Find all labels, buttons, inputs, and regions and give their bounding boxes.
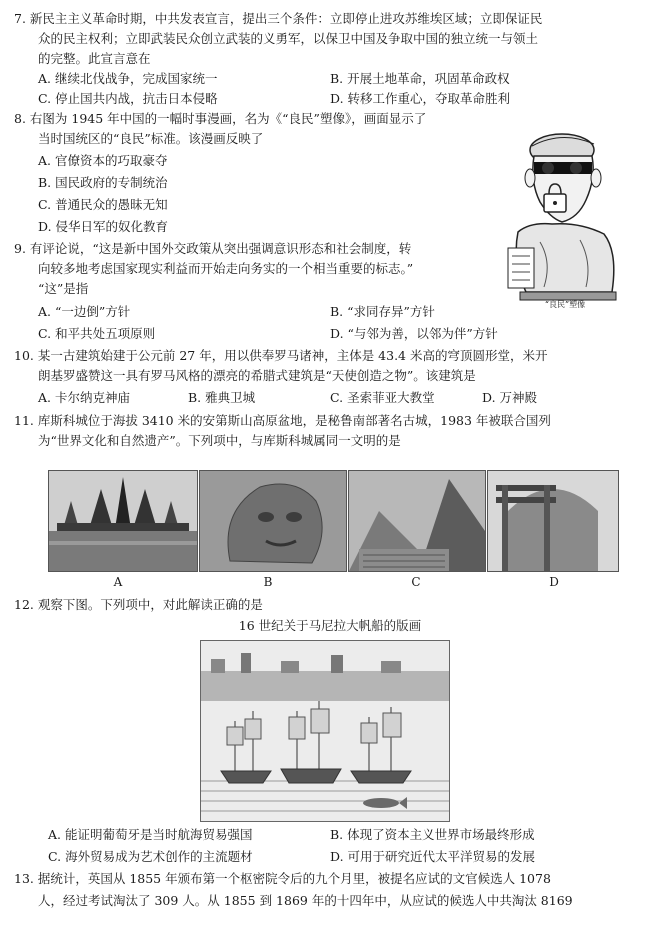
q12-option-c[interactable]: C. 海外贸易成为艺术创作的主流题材 (48, 849, 253, 864)
q8-option-a[interactable]: A. 官僚资本的巧取豪夺 (38, 153, 168, 168)
q11-stem-line-1: 11. 库斯科城位于海拔 3410 米的安第斯山高原盆地，是秘鲁南部著名古城，1983 年被联合国列 (14, 413, 551, 428)
manila-galleon-engraving (200, 640, 450, 822)
q10-stem-line-1: 10. 某一古建筑始建于公元前 27 年，用以供奉罗马诸神，主体是 43.4 米高的穹顶圆形堂，米开 (14, 348, 548, 363)
stupa-gate-icon (488, 471, 618, 571)
q11-photo-c-mountain-ruins[interactable] (348, 470, 486, 572)
good-citizen-statue-cartoon (500, 122, 630, 312)
q7-stem-line-3: 的完整。此宣言意在 (38, 51, 151, 66)
q10-option-a[interactable]: A. 卡尔纳克神庙 (38, 390, 130, 405)
temple-silhouette-icon (49, 471, 197, 571)
q7-stem-line-1: 7. 新民主主义革命时期，中共发表宣言，提出三个条件：立即停止进攻苏维埃区域；立即保证民 (14, 11, 543, 26)
q10-option-d[interactable]: D. 万神殿 (482, 390, 538, 405)
q10-option-c[interactable]: C. 圣索菲亚大教堂 (330, 390, 435, 405)
q12-option-d[interactable]: D. 可用于研究近代太平洋贸易的发展 (330, 849, 536, 864)
q11-label-b: B (263, 575, 273, 589)
q9-stem-line-2: 向较多地考虑国家现实利益而开始走向务实的一个相当重要的标志。” (38, 261, 414, 276)
q8-option-c[interactable]: C. 普通民众的愚昧无知 (38, 197, 168, 212)
q11-stem-line-2: 为“世界文化和自然遗产”。下列项中，与库斯科城属同一文明的是 (38, 433, 401, 448)
q9-option-d[interactable]: D. “与邻为善，以邻为伴”方针 (330, 326, 498, 341)
q7-stem-line-2: 众的民主权利；立即武装民众创立武装的义勇军，以保卫中国及争取中国的独立统一与领土 (38, 31, 539, 46)
q11-label-c: C (411, 575, 421, 589)
q9-option-c[interactable]: C. 和平共处五项原则 (38, 326, 156, 341)
cartoon-caption: “良民”塑像 (544, 300, 586, 309)
q10-stem-line-2: 朗基罗盛赞这一具有罗马风格的漂亮的希腊式建筑是“天使创造之物”。该建筑是 (38, 368, 476, 383)
stone-head-icon (200, 471, 346, 571)
q7-option-b[interactable]: B. 开展土地革命，巩固革命政权 (330, 71, 510, 86)
q9-option-b[interactable]: B. “求同存异”方针 (330, 304, 435, 319)
q8-stem-line-2: 当时国统区的“良民”标准。该漫画反映了 (38, 131, 264, 146)
cartoon-drawing (500, 122, 630, 312)
q12-figure-title: 16 世纪关于马尼拉大帆船的版画 (238, 618, 422, 633)
q7-option-c[interactable]: C. 停止国共内战，抗击日本侵略 (38, 91, 218, 106)
q12-option-a[interactable]: A. 能证明葡萄牙是当时航海贸易强国 (48, 827, 253, 842)
q13-stem-line-2: 人，经过考试淘汰了 309 人。从 1855 到 1869 年的十四年中，从应试的候选人中共淘汰 8169 (38, 893, 573, 908)
q11-photo-b-carved-head[interactable] (199, 470, 347, 572)
q8-option-d[interactable]: D. 侵华日军的奴化教育 (38, 219, 169, 234)
q8-stem-line-1: 8. 右图为 1945 年中国的一幅时事漫画，名为《“良民”塑像》，画面显示了 (14, 111, 427, 126)
q11-label-d: D (549, 575, 559, 589)
q9-option-a[interactable]: A. “一边倒”方针 (38, 304, 131, 319)
q7-option-d[interactable]: D. 转移工作重心，夺取革命胜利 (330, 91, 511, 106)
q9-stem-line-3: “这”是指 (38, 281, 89, 296)
q11-photo-d-stupa-gate[interactable] (487, 470, 619, 572)
q12-option-b[interactable]: B. 体现了资本主义世界市场最终形成 (330, 827, 535, 842)
q11-photo-a-temple[interactable] (48, 470, 198, 572)
q11-label-a: A (113, 575, 123, 589)
q7-option-a[interactable]: A. 继续北伐战争，完成国家统一 (38, 71, 218, 86)
q12-stem-line-1: 12. 观察下图。下列项中，对此解读正确的是 (14, 597, 263, 612)
q10-option-b[interactable]: B. 雅典卫城 (188, 390, 256, 405)
galleon-engraving-drawing (201, 641, 449, 821)
q13-stem-line-1: 13. 据统计，英国从 1855 年颁布第一个枢密院令后的九个月里，被提名应试的文官候选人 1078 (14, 871, 551, 886)
q8-option-b[interactable]: B. 国民政府的专制统治 (38, 175, 168, 190)
q9-stem-line-1: 9. 有评论说，“这是新中国外交政策从突出强调意识形态和社会制度，转 (14, 241, 412, 256)
mountain-ruins-icon (349, 471, 485, 571)
